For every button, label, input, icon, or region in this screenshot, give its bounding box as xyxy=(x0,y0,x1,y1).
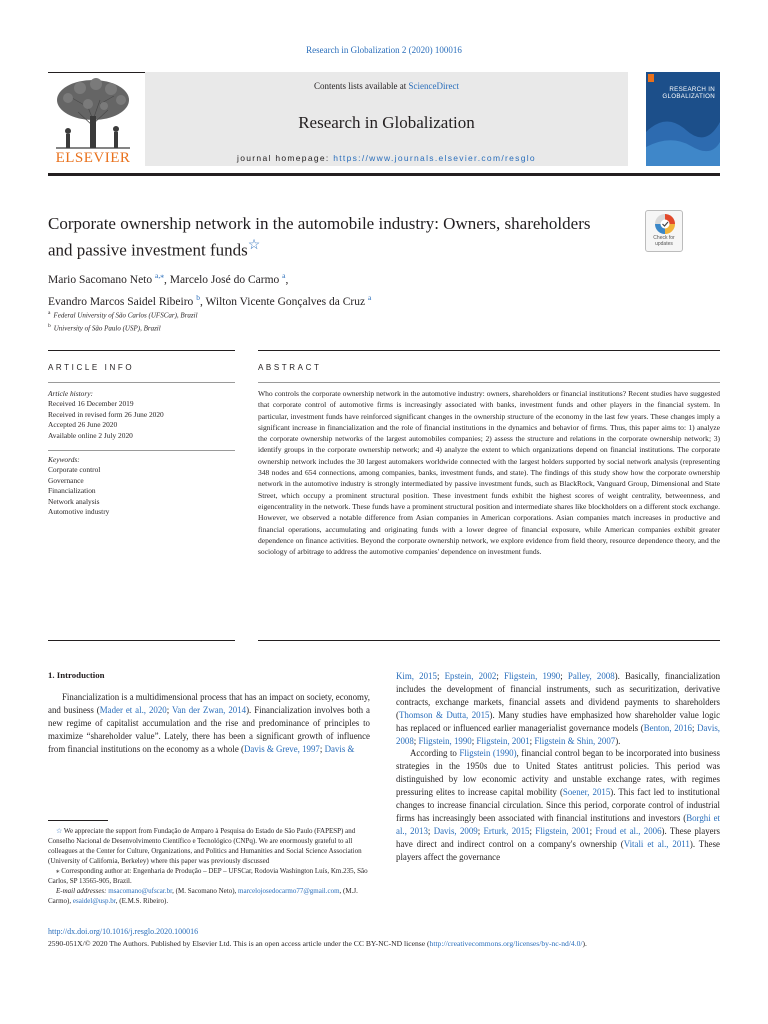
author-affiliation-marker[interactable]: a xyxy=(367,292,372,302)
citation-link[interactable]: Vitali et al., 2011 xyxy=(623,838,690,849)
text-run: , financial control began to be incorporated into business strategies in the 1950s due to United States antitrust policies. This period was distinguished by low economic activity and unstable exchange rates, with regimes pressuring elites to increase capital mobility ( xyxy=(396,748,720,798)
email-owner: , (M.J. Carmo), xyxy=(48,887,358,905)
email-owner: , (E.M.S. Ribeiro). xyxy=(115,897,169,905)
journal-homepage-line xyxy=(145,153,628,163)
abstract-body: Who controls the corporate ownership network in the automotive industry: owners, shareholders or financial institutions? Recent studies have suggested that corporate control of automotive firms is increasingly associated with banks, investment funds and other players in the financial system. In particular, investment funds have reinforced significant changes in the ownership structure of the economy in the last few years. These changes imply a significant increase in financialization and the role of financial institutions in the dynamics and behavior of firms. Thus, this paper aims to: 1) analyze the corporate ownership networks of the largest automobiles companies; 2) assess the structure and relations in the corporate ownership network; 3) identify groups in the corporate ownership network; and 4) analyze the extent to which organizations depend on financial institutions. The corporate ownership network includes the 30 largest automakers worldwide connected with the largest holders supported by social network analysis (representing 348 nodes and 654 connections, among companies, banks, investment funds, and state). The findings of this study show how the corporate ownership network in the automotive industry is strongly intermediated by passive investment funds, such as BlackRock, Vanguard Group, Dimensional and State Street, which occupy a prominent structural position. These investment funds exhibit the highest scores of weight centrality, betweenness, and eigencentrality in the network. These funds have a prominent structural position and intermediate shares like blockholders on a different stock exchange. However, we observed a notable difference from Asian companies in American corporations. Asian companies match increases in productive and financial operations, accumulating and originating funds with a lower degree of financial exposure, while American companies exhibit greater dependence on finance activities. Beyond the corporate ownership network, we explore evidence from field theory, resource dependence theory, and the sociology of arbitrage to address the automotive companies' dependence on investment funds. xyxy=(258,389,720,557)
divider xyxy=(258,382,720,383)
citation-link[interactable]: Fligstein & Shin, 2007 xyxy=(534,735,616,746)
title-footnote-star[interactable]: ☆ xyxy=(247,238,261,253)
citation-link[interactable]: Mader et al., 2020 xyxy=(99,704,167,715)
affiliation-item xyxy=(48,308,448,321)
affiliation-marker: b xyxy=(48,323,51,330)
text-run: ; xyxy=(319,743,325,754)
text-run: ; xyxy=(589,825,596,836)
citation-link[interactable]: Van der Zwan, 2014 xyxy=(171,704,247,715)
text-run: ). Many studies have emphasized how shareholder value logic has replaced or influenced earlier managerialist governance models ( xyxy=(396,709,721,733)
author-list xyxy=(48,267,648,311)
keyword-item: Corporate control xyxy=(48,465,101,475)
text-run: ; xyxy=(496,671,505,681)
text-run: ; xyxy=(691,722,698,733)
keywords xyxy=(48,455,235,517)
divider xyxy=(258,350,720,351)
citation-link[interactable]: Epstein, 2002 xyxy=(444,671,497,681)
text-run: ). This fact led to institutional changes to increase financial circulation. Since this period, corporate control of industrial firms has increasingly been associated with financial institutions and investors ( xyxy=(396,787,720,823)
text-run: ; xyxy=(166,704,172,715)
contents-line xyxy=(145,81,628,91)
footnotes xyxy=(48,826,370,906)
introduction-heading: 1. Introduction xyxy=(48,670,105,680)
check-for-updates-label: Check for updates xyxy=(653,235,675,247)
text-run: ; xyxy=(427,825,434,836)
license-text: ). xyxy=(582,939,587,948)
citation-link[interactable]: Benton, 2016 xyxy=(643,722,692,733)
email-link[interactable]: esaidel@usp.br xyxy=(72,897,116,905)
body-column-right xyxy=(396,670,720,864)
abstract-heading: ABSTRACT xyxy=(258,363,322,372)
paragraph xyxy=(396,747,720,863)
affiliation-marker: a xyxy=(48,310,51,316)
text-run: According to xyxy=(410,748,460,759)
author-name: Wilton Vicente Gonçalves da Cruz xyxy=(205,295,366,308)
footnote-rule xyxy=(48,820,108,821)
history-item: Received in revised form 26 June 2020 xyxy=(48,409,164,419)
text-run: ). Financialization involves both a new regime of capitalist accumulation and the rise and predominance of principles to maximize “shareholder value”. Lately, there has been a significant growth of influence from financial institutions on the economy as a whole ( xyxy=(48,704,370,754)
divider xyxy=(48,382,235,383)
citation-link[interactable]: Palley, 2008 xyxy=(567,671,615,681)
license-text: 2590-051X/© 2020 The Authors. Published by Elsevier Ltd. This is an open access article under the CC BY-NC-ND license ( xyxy=(48,939,430,948)
author-name: Evandro Marcos Saidel Ribeiro xyxy=(48,295,194,308)
citation-link[interactable]: Fligstein, 2001 xyxy=(476,735,530,746)
article-title-text: Corporate ownership network in the automobile industry: Owners, shareholders and passive investment funds xyxy=(48,214,591,260)
divider xyxy=(48,640,235,641)
text-run: ; xyxy=(471,735,477,746)
author-name: Marcelo José do Carmo xyxy=(169,273,280,286)
author-separator: , xyxy=(199,295,206,308)
homepage-url-link[interactable]: https://www.journals.elsevier.com/resglo xyxy=(333,153,536,163)
history-item: Accepted 26 June 2020 xyxy=(48,420,118,430)
funding-footnote xyxy=(48,826,370,866)
citation-link[interactable]: Fligstein, 1990 xyxy=(418,735,472,746)
email-label: E-mail addresses: xyxy=(56,887,107,895)
keywords-label: Keywords: xyxy=(48,455,80,464)
citation-link[interactable]: Davis, 2008 xyxy=(396,722,720,746)
author-separator: , xyxy=(285,273,289,286)
header-bottom-rule xyxy=(48,173,720,176)
article-title xyxy=(48,213,608,262)
citation-link[interactable]: Davis & Greve, 1997 xyxy=(243,743,320,754)
affiliation-item xyxy=(48,321,448,334)
text-run: Financialization is a multidimensional process that has an impact on society, economy, and business ( xyxy=(48,692,370,715)
corresponding-author-footnote xyxy=(48,866,370,886)
keyword-item: Automotive industry xyxy=(48,507,110,517)
homepage-prefix: journal homepage: xyxy=(237,153,334,163)
text-run: ; xyxy=(560,671,568,681)
citation-link[interactable]: Davis & xyxy=(324,743,355,754)
footnote-text: We appreciate the support from Fundação de Amparo à Pesquisa do Estado de São Paulo (FAPESP) and Conselho Nacional de Desenvolvimento Científico e Tecnológico (CNPq). We are enormously grateful to all colleagues at the Center for Culture, Organizations, and Politics and Humanities and Social Science Association (University of California, Berkeley) where this paper was previously discussed xyxy=(48,827,362,865)
email-link[interactable]: marcelojosedocarmo77@gmail.com xyxy=(238,887,340,895)
sciencedirect-link[interactable]: ScienceDirect xyxy=(408,81,459,91)
doi-link[interactable]: http://dx.doi.org/10.1016/j.resglo.2020.100016 xyxy=(48,927,199,936)
citation-link[interactable]: Fligstein (1990) xyxy=(459,748,517,759)
license-link[interactable]: http://creativecommons.org/licenses/by-nc-nd/4.0/ xyxy=(429,939,583,948)
keyword-item: Financialization xyxy=(48,486,96,496)
citation-link[interactable]: Borghi et al., 2013 xyxy=(396,812,720,836)
text-run: ; xyxy=(529,825,536,836)
author-affiliation-marker[interactable]: a,⁎ xyxy=(155,271,164,280)
citation-link[interactable]: Fligstein, 1990 xyxy=(504,671,561,681)
affiliations xyxy=(48,308,448,335)
text-run: ). These players affect the governance xyxy=(396,838,720,862)
affiliation-text: University of São Paulo (USP), Brazil xyxy=(53,324,161,333)
history-item: Received 16 December 2019 xyxy=(48,399,134,409)
author-separator: , xyxy=(163,273,170,286)
citation-link[interactable]: Soener, 2015 xyxy=(562,787,611,798)
contents-prefix: Contents lists available at xyxy=(314,81,409,91)
email-owner: , (M. Sacomano Neto), xyxy=(172,887,237,895)
journal-citation-link[interactable]: Research in Globalization 2 (2020) 100016 xyxy=(306,45,462,55)
citation-link[interactable]: Davis, 2009 xyxy=(433,825,478,836)
license-line xyxy=(48,938,720,950)
citation-link[interactable]: Fligstein, 2001 xyxy=(535,825,590,836)
citation-link[interactable]: Kim, 2015 xyxy=(396,671,437,681)
divider xyxy=(48,350,235,351)
keyword-item: Network analysis xyxy=(48,496,100,506)
elsevier-wordmark: ELSEVIER xyxy=(55,150,131,166)
text-run: ; xyxy=(436,671,445,681)
keyword-item: Governance xyxy=(48,475,84,485)
history-label: Article history: xyxy=(48,389,93,398)
history-item: Available online 2 July 2020 xyxy=(48,430,133,440)
paragraph xyxy=(48,691,370,756)
author-affiliation-marker[interactable]: a xyxy=(282,271,286,280)
text-run: ; xyxy=(529,735,535,746)
citation-link[interactable]: Erturk, 2015 xyxy=(483,825,530,836)
footnote-text: Corresponding author at: Engenharia de Produção – DEP – UFSCar, Rodovia Washington Luís, Km.235, São Carlos, SP 13565-905, Brazil. xyxy=(48,867,368,885)
divider xyxy=(48,450,235,451)
text-run: ; xyxy=(477,825,484,836)
footnote-star-marker: ☆ xyxy=(56,827,63,835)
footnote-corr-marker: ⁎ xyxy=(56,867,60,875)
email-link[interactable]: msacomano@ufscar.br xyxy=(108,887,173,895)
body-column-left xyxy=(48,691,370,756)
article-history xyxy=(48,389,235,441)
text-run: ). xyxy=(615,735,621,746)
text-run: ). Basically, financialization includes the development of financial instruments, such as securitization, derivative contracts, exchange markets, financial assets and dividend payments to shareholders ( xyxy=(396,671,721,720)
text-run: ). These players have direct and indirect control on a company's ownership ( xyxy=(396,825,720,849)
paragraph xyxy=(396,670,720,747)
journal-name[interactable]: Research in Globalization xyxy=(298,113,475,132)
article-info-heading: ARTICLE INFO xyxy=(48,363,135,372)
email-footnote xyxy=(48,886,370,906)
citation-link[interactable]: Froud et al., 2006 xyxy=(595,825,662,836)
author-name: Mario Sacomano Neto xyxy=(48,273,153,286)
citation-link[interactable]: Thomson & Dutta, 2015 xyxy=(398,709,490,720)
text-run: ; xyxy=(413,735,419,746)
affiliation-text: Federal University of São Carlos (UFSCar), Brazil xyxy=(53,311,198,320)
divider xyxy=(258,640,720,641)
cover-title: RESEARCH IN GLOBALIZATION xyxy=(662,86,715,100)
author-affiliation-marker[interactable]: b xyxy=(196,292,200,302)
